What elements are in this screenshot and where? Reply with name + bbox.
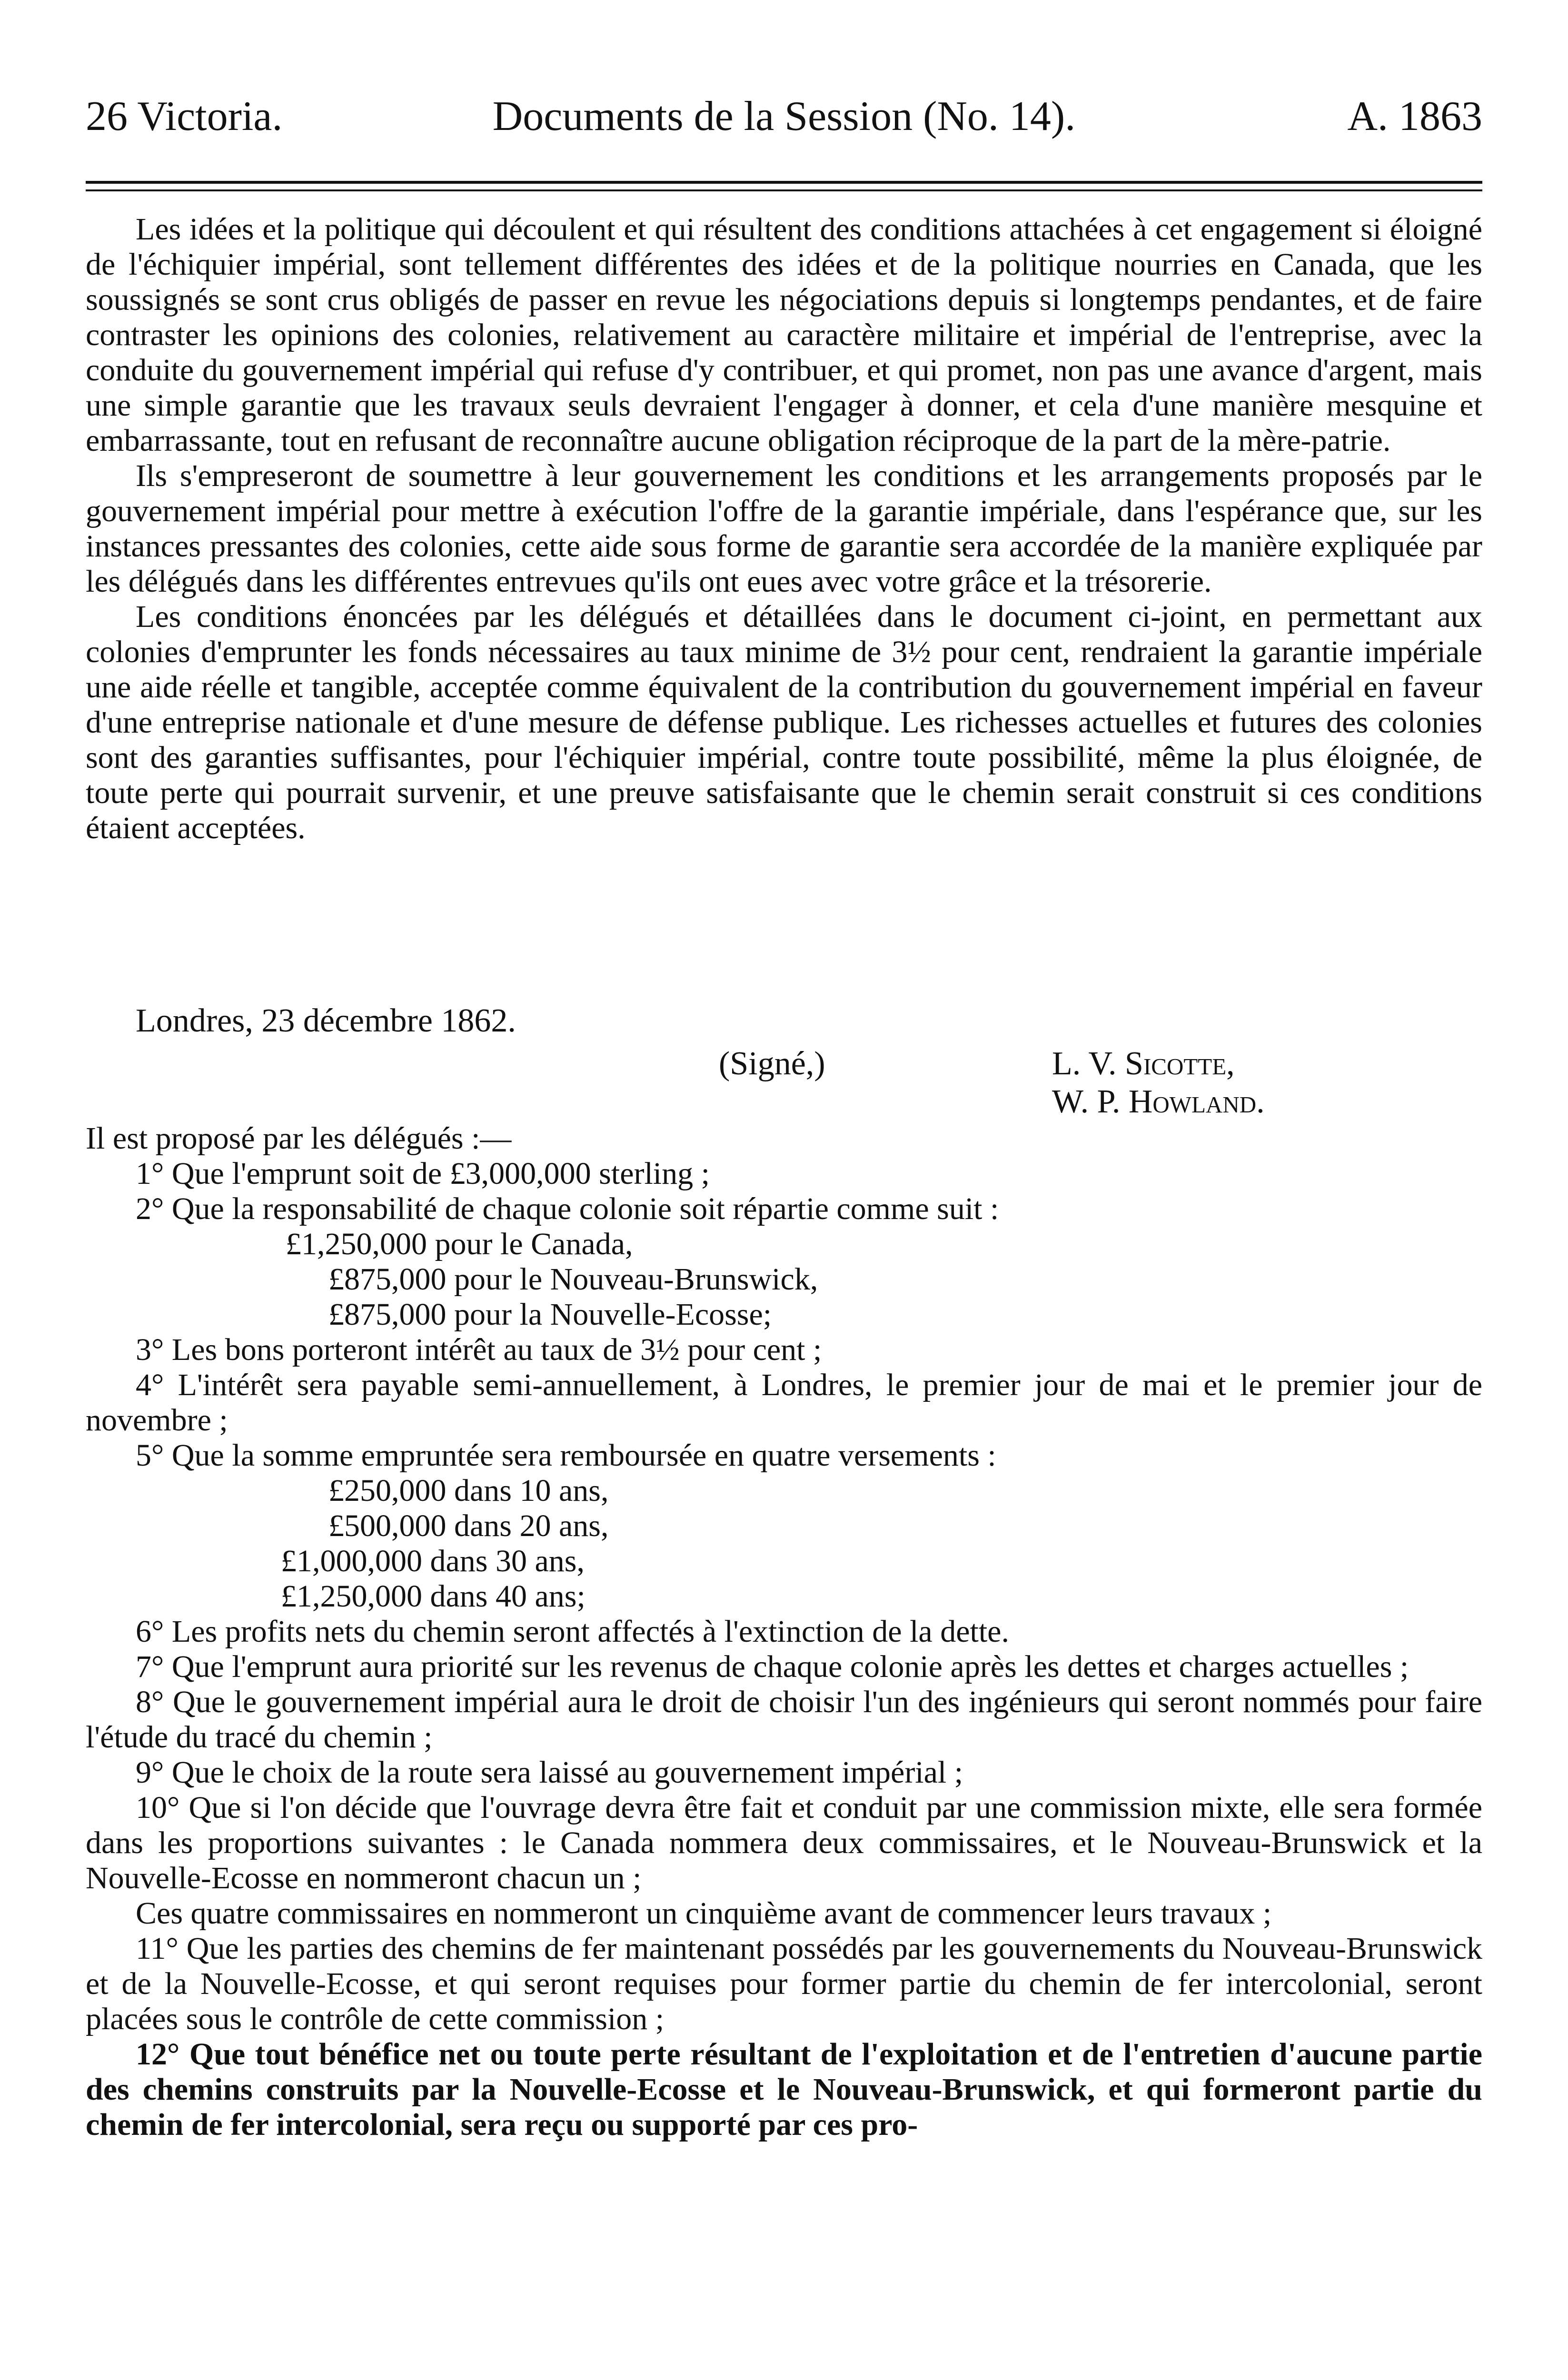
proposal-item: 2° Que la responsabilité de chaque colonie soit répartie comme suit :	[136, 1191, 999, 1226]
proposal-item: 10° Que si l'on décide que l'ouvrage devra être fait et conduit par une commission mixte, elle sera formée dans les proportions suivantes : le Canada nommera deux commissaires, et le Nouveau-Brunswick et la Nouvelle-Ecosse en nommeront chacun un ;	[86, 1790, 1482, 1895]
proposal-item: 6° Les profits nets du chemin seront affectés à l'extinction de la dette.	[136, 1614, 1009, 1649]
amount-line: £250,000 dans 10 ans,	[328, 1473, 609, 1508]
proposal-item: 5° Que la somme empruntée sera remboursée en quatre versements :	[136, 1438, 996, 1473]
page-header	[86, 90, 1482, 143]
proposal-item: 3° Les bons porteront intérêt au taux de 3½ pour cent ;	[136, 1332, 822, 1367]
letter-body	[86, 212, 1482, 846]
amount-line: £500,000 dans 20 ans,	[328, 1508, 609, 1543]
header-rule-thick	[86, 181, 1482, 184]
proposal-item: Ces quatre commissaires en nommeront un cinquième avant de commencer leurs travaux ;	[136, 1896, 1272, 1931]
amount-line: £1,250,000 pour le Canada,	[286, 1227, 633, 1261]
amount-line: £875,000 pour le Nouveau-Brunswick,	[328, 1262, 818, 1297]
amount-line: £1,000,000 dans 30 ans,	[281, 1544, 585, 1578]
proposal-item: 8° Que le gouvernement impérial aura le droit de choisir l'un des ingénieurs qui seront nommés pour faire l'étude du tracé du chemin ;	[86, 1685, 1482, 1755]
amount-line: £875,000 pour la Nouvelle-Ecosse;	[328, 1297, 772, 1332]
proposal-item: 4° L'intérêt sera payable semi-annuellement, à Londres, le premier jour de mai et le premier jour de novembre ;	[86, 1368, 1482, 1438]
paragraph: Les conditions énoncées par les délégués et détaillées dans le document ci-joint, en permettant aux colonies d'emprunter les fonds nécessaires au taux minime de 3½ pour cent, rendraient la garantie impériale une aide réelle et tangible, acceptée comme équivalent de la contribution du gouvernement impérial en faveur d'une entreprise nationale et d'une mesure de défense publique. Les richesses actuelles et futures des colonies sont des garanties suffisantes, pour l'échiquier impérial, contre toute possibilité, même la plus éloignée, de toute perte qui pourrait survenir, et une preuve satisfaisante que le chemin serait construit si ces conditions étaient acceptées.	[86, 599, 1482, 845]
proposal-item: 9° Que le choix de la route sera laissé au gouvernement impérial ;	[136, 1755, 963, 1790]
proposal-item: 1° Que l'emprunt soit de £3,000,000 sterling ;	[136, 1156, 710, 1191]
proposals-intro: Il est proposé par les délégués :—	[86, 1121, 512, 1156]
proposal-item: 12° Que tout bénéfice net ou toute perte résultant de l'exploitation et de l'entretien d'aucune partie des chemins construits par la Nouvelle-Ecosse et le Nouveau-Brunswick, et qui formeront partie du chemin de fer intercolonial, sera reçu ou supporté par ces pro-	[86, 2037, 1482, 2142]
proposals-list	[86, 1121, 1482, 2142]
signatory-name: W. P. Howland.	[1052, 1083, 1265, 1120]
proposal-item: 11° Que les parties des chemins de fer maintenant possédés par les gouvernements du Nouveau-Brunswick et de la Nouvelle-Ecosse, et qui seront requises pour former partie du chemin de fer intercolonial, seront placées sous le contrôle de cette commission ;	[86, 1931, 1482, 2036]
paragraph: Ils s'empreseront de soumettre à leur gouvernement les conditions et les arrangements proposés par le gouvernement impérial pour mettre à exécution l'offre de la garantie impériale, dans l'espérance que, sur les instances pressantes des colonies, cette aide sous forme de garantie sera accordée de la manière expliquée par les délégués dans les différentes entrevues qu'ils ont eues avec votre grâce et la trésorerie.	[86, 458, 1482, 599]
signed-label: (Signé,)	[719, 1045, 825, 1082]
signatory-name: L. V. Sicotte,	[1052, 1045, 1235, 1082]
proposal-item: 7° Que l'emprunt aura priorité sur les revenus de chaque colonie après les dettes et charges actuelles ;	[136, 1649, 1409, 1684]
header-volume: 26 Victoria.	[86, 93, 283, 139]
header-rule-thin	[86, 189, 1482, 191]
header-title: Documents de la Session (No. 14).	[492, 93, 1076, 139]
amount-line: £1,250,000 dans 40 ans;	[281, 1579, 586, 1614]
paragraph: Les idées et la politique qui découlent et qui résultent des conditions attachées à cet engagement si éloigné de l'échiquier impérial, sont tellement différentes des idées et de la politique nourries en Canada, que les soussignés se sont crus obligés de passer en revue les négociations depuis si longtemps pendantes, et de faire contraster les opinions des colonies, relativement au caractère militaire et impérial de l'entreprise, avec la conduite du gouvernement impérial qui refuse d'y contribuer, et qui promet, non pas une avance d'argent, mais une simple garantie que les travaux seuls devraient l'engager à donner, et cela d'une manière mesquine et embarrassante, tout en refusant de reconnaître aucune obligation réciproque de la part de la mère-patrie.	[86, 212, 1482, 458]
letter-date: Londres, 23 décembre 1862.	[136, 1002, 516, 1039]
header-year: A. 1863	[1347, 93, 1482, 139]
